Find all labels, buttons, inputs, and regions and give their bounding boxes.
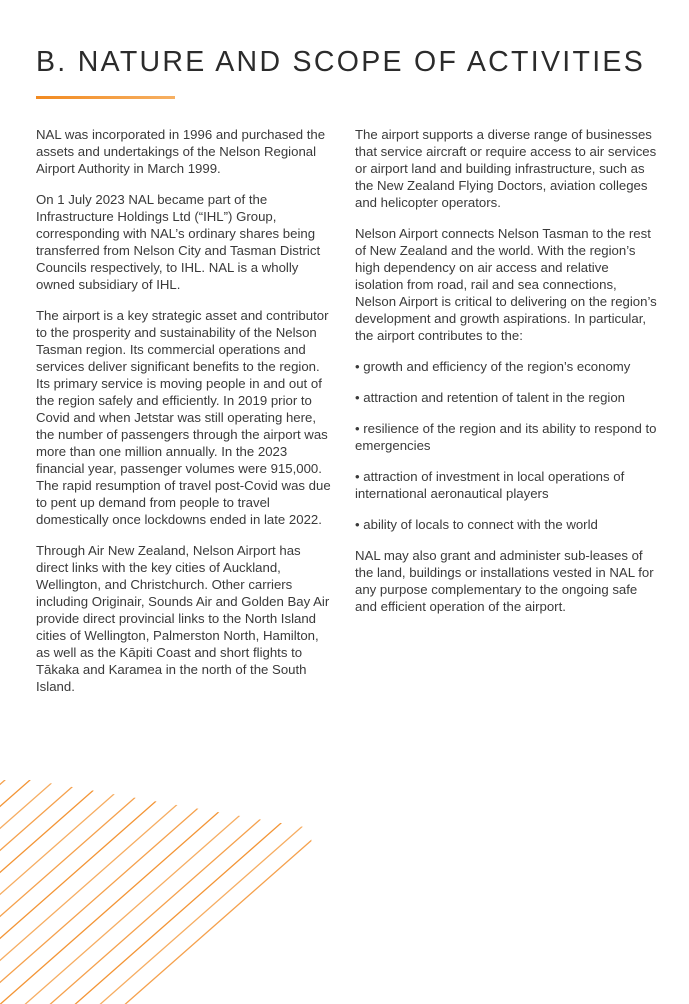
left-column [36, 126, 336, 709]
right-column [355, 126, 660, 629]
decorative-stripe-line [0, 780, 80, 1004]
bullet-item: • ability of locals to connect with the world [355, 517, 598, 532]
paragraph-carriers: Through Air New Zealand, Nelson Airport has direct links with the key cities of Auckland, Wellington, and Christchurch. Other carriers including Originair, Sounds Air and Golden Bay Air provide direct provincial links to the North Island cities of Wellington, Palmerston North, Hamilton, as well as the Kāpiti Coast and short flights to Tākaka and Karamea in the north of the South Island. [36, 543, 330, 694]
decorative-stripe-line [0, 780, 30, 1004]
decorative-stripe-line [5, 780, 305, 1004]
page-title: B. NATURE AND SCOPE OF ACTIVITIES [36, 46, 646, 78]
bullet-item: • attraction and retention of talent in the region [355, 390, 626, 405]
decorative-stripes [0, 780, 330, 1004]
decorative-stripe-line [0, 780, 130, 1004]
paragraph-diverse-businesses: The airport supports a diverse range of businesses that service aircraft or require access to air services or airport land and building infrastructure, such as the New Zealand Flying Doctors, aviation colleges and helicopter operators. [355, 127, 657, 210]
paragraph-ihl-group: On 1 July 2023 NAL became part of the Infrastructure Holdings Ltd (“IHL”) Group, corresponding with NAL’s ordinary shares being transferred from Nelson City and Tasman District Councils respectively, to IHL. NAL is a wholly owned subsidiary of IHL. [36, 192, 321, 292]
paragraph-strategic-asset: The airport is a key strategic asset and contributor to the prosperity and sustainability of the Nelson Tasman region. Its commercial operations and services deliver significant benefits to the region. Its primary service is moving people in and out of the region safely and efficiently. In 2019 prior to Covid and when Jetstar was still operating here, the number of passengers through the airport was more than one million annually. In the 2023 financial year, passenger volumes were 915,000. The rapid resumption of travel post-Covid was due to pent up demand from people to travel domestically once lockdowns ended in late 2022. [36, 308, 331, 527]
paragraph-sub-leases: NAL may also grant and administer sub-leases of the land, buildings or installations vested in NAL for any purpose complementary to the ongoing safe and efficient operation of the airport. [355, 548, 654, 614]
bullet-item: • attraction of investment in local operations of international aeronautical players [355, 469, 625, 501]
decorative-stripe-line [0, 780, 255, 1004]
paragraph-connects-region: Nelson Airport connects Nelson Tasman to the rest of New Zealand and the world. With the region’s high dependency on air access and relative isolation from road, rail and sea connections, Nelson Airport is critical to delivering on the region’s development and growth aspirations. In particular, the airport contributes to the: [355, 226, 657, 343]
title-underline-accent [36, 96, 175, 99]
decorative-stripe-line [30, 780, 330, 1004]
bullet-item: • growth and efficiency of the region’s economy [355, 359, 631, 374]
bullet-item: • resilience of the region and its ability to respond to emergencies [355, 421, 657, 453]
paragraph-incorporation: NAL was incorporated in 1996 and purchased the assets and undertakings of the Nelson Regional Airport Authority in March 1999. [36, 127, 326, 176]
decorative-stripe-line [0, 780, 230, 1004]
